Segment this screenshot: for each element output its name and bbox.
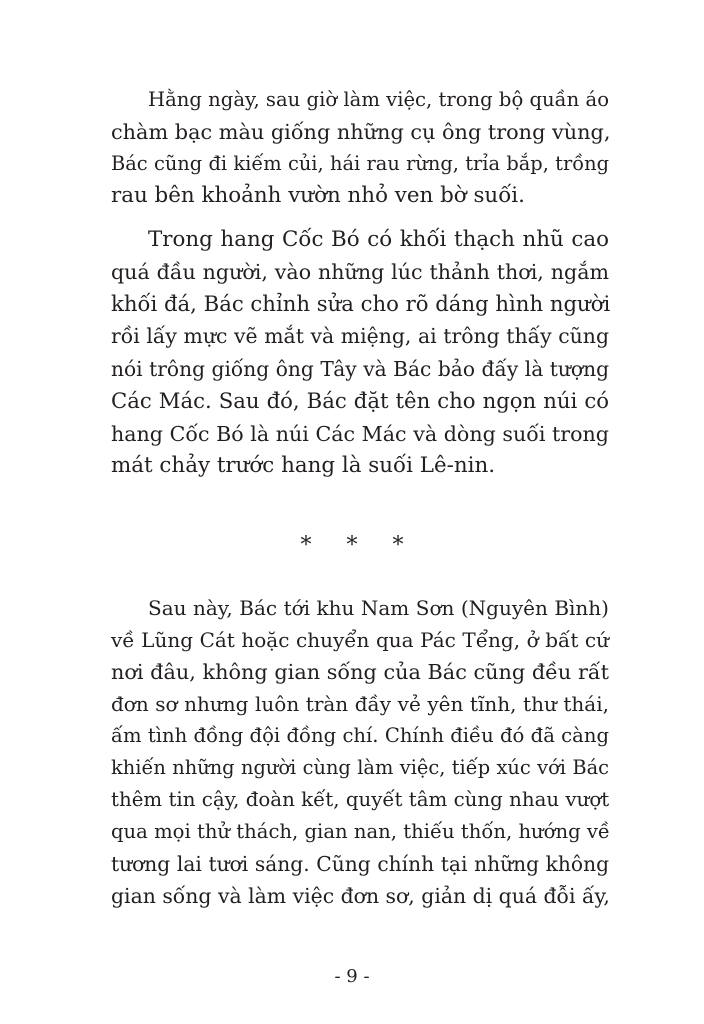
paragraph-line: Hằng ngày, sau giờ làm việc, trong bộ quần áo — [148, 88, 609, 111]
paragraph-line: hang Cốc Bó là núi Các Mác và dòng suối trong — [111, 422, 609, 446]
paragraph-line: Các Mác. Sau đó, Bác đặt tên cho ngọn núi có — [111, 388, 609, 413]
paragraph-line: rồi lấy mực vẽ mắt và miệng, ai trông thấy cũng — [111, 324, 609, 348]
paragraph-line: gian sống và làm việc đơn sơ, giản dị quá đỗi ấy, — [111, 884, 610, 908]
paragraph-line: qua mọi thử thách, gian nan, thiếu thốn, hướng về — [111, 820, 610, 843]
paragraph-line: mát chảy trước hang là suối Lê-nin. — [111, 453, 496, 478]
paragraph-line: nói trông giống ông Tây và Bác bảo đấy là tượng — [111, 357, 609, 381]
paragraph-line: chàm bạc màu giống những cụ ông trong vùng, — [111, 120, 611, 144]
paragraph-line: thêm tin cậy, đoàn kết, quyết tâm cùng nhau vượt — [111, 788, 610, 811]
paragraph-line: Bác cũng đi kiếm củi, hái rau rừng, trỉa bắp, trồng — [111, 152, 609, 175]
paragraph-line: về Lũng Cát hoặc chuyển qua Pác Tểng, ở bất cứ — [111, 628, 609, 652]
paragraph-line: Sau này, Bác tới khu Nam Sơn (Nguyên Bình) — [148, 596, 609, 620]
page-number: - 9 - — [334, 966, 370, 987]
paragraph-line: khối đá, Bác chỉnh sửa cho rõ dáng hình người — [111, 291, 611, 316]
paragraph-line: tương lai tươi sáng. Cũng chính tại những không — [111, 852, 609, 876]
paragraph-line: quá đầu người, vào những lúc thảnh thơi, ngắm — [111, 260, 609, 284]
paragraph-line: Trong hang Cốc Bó có khối thạch nhũ cao — [148, 227, 609, 252]
paragraph-line: khiến những người cùng làm việc, tiếp xúc với Bác — [111, 756, 609, 779]
paragraph-line: ấm tình đồng đội đồng chí. Chính điều đó đã càng — [111, 724, 609, 747]
paragraph-line: nơi đâu, không gian sống của Bác cũng đều rất — [111, 660, 609, 684]
section-separator: * * * — [300, 533, 418, 558]
paragraph-line: đơn sơ nhưng luôn tràn đầy vẻ yên tĩnh, thư thái, — [111, 692, 609, 716]
paragraph-line: rau bên khoảnh vườn nhỏ ven bờ suối. — [111, 183, 525, 208]
